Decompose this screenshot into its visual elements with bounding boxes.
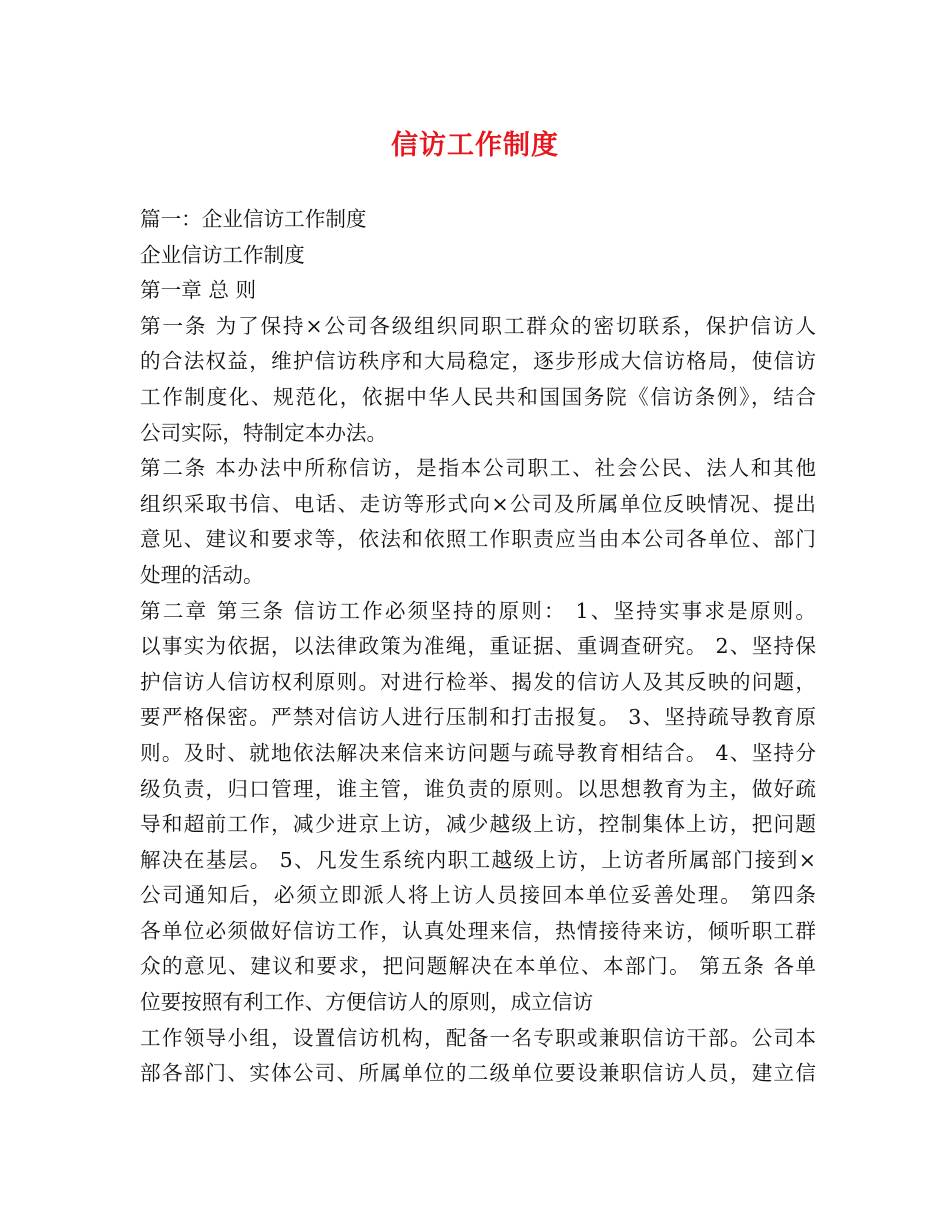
- text-line: 则。及时、就地依法解决来信来访问题与疏导教育相结合。 4、坚持分: [140, 740, 816, 765]
- document-title: 信访工作制度: [391, 130, 559, 161]
- text-line: 护信访人信访权利原则。对进行检举、揭发的信访人及其反映的问题，: [140, 669, 816, 694]
- text-line: 级负责，归口管理，谁主管，谁负责的原则。以思想教育为主，做好疏: [140, 776, 816, 801]
- text-line: 的合法权益，维护信访秩序和大局稳定，逐步形成大信访格局，使信访: [140, 349, 816, 374]
- text-line: 处理的活动。: [140, 562, 264, 587]
- text-line: 第一章 总 则: [140, 278, 257, 303]
- text-line: 公司通知后，必须立即派人将上访人员接回本单位妥善处理。 第四条: [140, 883, 816, 908]
- text-line: 要严格保密。严禁对信访人进行压制和打击报复。 3、坚持疏导教育原: [140, 705, 816, 730]
- text-line: 位要按照有利工作、方便信访人的原则，成立信访: [140, 990, 594, 1015]
- text-line: 导和超前工作，减少进京上访，减少越级上访，控制集体上访，把问题: [140, 812, 816, 837]
- text-line: 工作领导小组，设置信访机构，配备一名专职或兼职信访干部。公司本: [140, 1025, 816, 1050]
- text-line: 第一条 为了保持×公司各级组织同职工群众的密切联系，保护信访人: [140, 313, 816, 338]
- text-line: 众的意见、建议和要求，把问题解决在本单位、本部门。 第五条 各单: [140, 954, 816, 979]
- text-line: 公司实际，特制定本办法。: [140, 420, 388, 445]
- text-line: 意见、建议和要求等，依法和依照工作职责应当由本公司各单位、部门: [140, 527, 816, 552]
- text-line: 企业信访工作制度: [140, 242, 305, 267]
- text-line: 组织采取书信、电话、走访等形式向×公司及所属单位反映情况、提出: [140, 491, 816, 516]
- text-line: 部各部门、实体公司、所属单位的二级单位要设兼职信访人员，建立信: [140, 1061, 816, 1086]
- text-line: 第二条 本办法中所称信访，是指本公司职工、社会公民、法人和其他: [140, 456, 816, 481]
- text-line: 各单位必须做好信访工作，认真处理来信，热情接待来访，倾听职工群: [140, 918, 816, 943]
- text-line: 解决在基层。 5、凡发生系统内职工越级上访，上访者所属部门接到×: [140, 847, 816, 872]
- document-body: [140, 202, 816, 1092]
- text-line: 第二章 第三条 信访工作必须坚持的原则： 1、坚持实事求是原则。: [140, 598, 816, 623]
- text-line: 以事实为依据，以法律政策为准绳，重证据、重调查研究。 2、坚持保: [140, 634, 816, 659]
- text-line: 篇一：企业信访工作制度: [140, 207, 367, 231]
- text-line: 工作制度化、规范化，依据中华人民共和国国务院《信访条例》，结合: [140, 384, 816, 409]
